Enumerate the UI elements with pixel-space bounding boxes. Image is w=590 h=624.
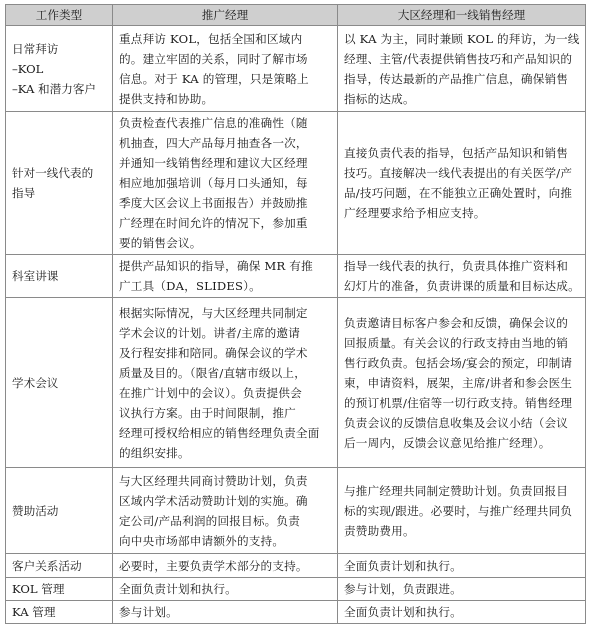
cell-regional-sales-manager	[338, 468, 586, 554]
cell-text-line: 标的实现/跟进。必要时，与推广经理共同负	[344, 503, 573, 518]
cell-text-line: 信息。对于 KA 的管理，只是策略上	[119, 71, 309, 86]
cell-text-line: 学术会议的计划。讲者/主席的邀请	[119, 325, 301, 340]
cell-text-line: 重点拜访 KOL，包括全国和区域内	[119, 31, 303, 46]
cell-text-line: 指导，传达最新的产品推广信息，确保销售	[344, 71, 569, 86]
cell-text-line: 要的销售会议。	[119, 236, 202, 250]
cell-text-line: 以 KA 为主，同时兼顾 KOL 的拜访，为一线	[344, 31, 580, 46]
cell-text-line: 的组织安排。	[119, 445, 190, 460]
cell-work-type	[6, 298, 113, 468]
cell-text-line: 广经理要求给予相应支持。	[344, 206, 486, 220]
cell-text-line: 的预订机票/住宿等一切行政支持。销售经理	[344, 395, 573, 410]
cell-text-line: 相应地加强培训（每月口头通知，每	[119, 176, 308, 190]
cell-promotion-manager	[113, 468, 338, 554]
cell-text-line: 季度大区会议上书面报告）并鼓励推	[119, 196, 308, 210]
cell-regional-sales-manager	[338, 601, 586, 624]
header-promotion-manager: 推广经理	[113, 5, 338, 26]
cell-text-line: 负责检查代表推广信息的准确性（随	[119, 116, 308, 130]
cell-text-line: 必要时，主要负责学术部分的支持。	[119, 558, 308, 573]
cell-text-line: 议执行方案。由于时间限制，推广	[119, 405, 296, 420]
cell-text-line: 学术会议	[12, 375, 59, 390]
cell-text-line: –KOL	[12, 61, 44, 76]
header-regional-and-sales-manager: 大区经理和一线销售经理	[338, 5, 586, 26]
cell-promotion-manager	[113, 554, 338, 578]
cell-text-line: 参与计划。	[119, 605, 178, 619]
cell-text-line: –KA 和潜力客户	[12, 81, 97, 96]
cell-regional-sales-manager	[338, 255, 586, 298]
cell-text-line: 指标的达成。	[344, 91, 415, 106]
cell-regional-sales-manager	[338, 578, 586, 601]
cell-text-line: 区域内学术活动赞助计划的实施。确	[119, 493, 308, 508]
cell-text-line: 向中央市场部申请额外的支持。	[119, 533, 285, 548]
cell-text-line: 与大区经理共同商讨赞助计划，负责	[119, 473, 308, 488]
cell-text-line: 技巧。直接解决一线代表提出的有关医学/产	[344, 166, 573, 180]
cell-work-type	[6, 468, 113, 554]
cell-text-line: 负责会议的反馈信息收集及会议小结（会议	[344, 415, 569, 430]
cell-text-line: 根据实际情况，与大区经理共同制定	[119, 305, 308, 320]
cell-promotion-manager	[113, 26, 338, 112]
cell-text-line: 广工具（DA，SLIDES）。	[119, 279, 261, 293]
cell-text-line: 定公司/产品利润的回报目标。负责	[119, 513, 301, 528]
cell-text-line: 全面负责计划和执行。	[344, 605, 462, 619]
cell-text-line: 提供支持和协助。	[119, 91, 214, 106]
cell-text-line: 全面负责计划和执行。	[119, 582, 237, 596]
cell-regional-sales-manager	[338, 26, 586, 112]
cell-promotion-manager	[113, 298, 338, 468]
cell-text-line: 全面负责计划和执行。	[344, 558, 462, 573]
cell-text-line: 及行程安排和陪同。确保会议的学术	[119, 345, 308, 360]
cell-text-line: 客户关系活动	[12, 558, 82, 573]
cell-text-line: 针对一线代表的	[12, 166, 94, 180]
cell-text-line: 质量及目的。（限省/直辖市级以上，	[119, 365, 307, 380]
cell-text-line: 直接负责代表的指导，包括产品知识和销售	[344, 146, 569, 160]
cell-text-line: 指导一线代表的执行，负责具体推广资料和	[344, 259, 569, 273]
cell-text-line: 广经理在时间允许的情况下，参加重	[119, 216, 308, 230]
cell-text-line: 柬，申请资料，展架，主席/讲者和参会医生	[344, 375, 573, 390]
cell-text-line: 经理、主管/代表提供销售技巧和产品知识的	[344, 51, 573, 66]
cell-text-line: 售行政负责。包括会场/宴会的预定，印制请	[344, 355, 573, 370]
cell-regional-sales-manager	[338, 112, 586, 255]
cell-text-line: 回报质量。有关会议的行政支持由当地的销	[344, 335, 569, 350]
cell-work-type	[6, 112, 113, 255]
cell-text-line: 在推广计划中的会议）。负责提供会	[119, 385, 302, 400]
cell-work-type	[6, 26, 113, 112]
cell-text-line: 的。建立牢固的关系，同时了解市场	[119, 51, 308, 66]
header-row	[6, 5, 586, 26]
table-row	[6, 554, 586, 578]
table-row	[6, 112, 586, 255]
cell-promotion-manager	[113, 578, 338, 601]
cell-text-line: 并通知一线销售经理和建议大区经理	[119, 156, 308, 170]
cell-text-line: 机抽查，四大产品每月抽查各一次，	[119, 136, 308, 150]
responsibility-table	[5, 4, 586, 624]
cell-text-line: 日常拜访	[12, 41, 59, 56]
cell-regional-sales-manager	[338, 298, 586, 468]
table-row	[6, 601, 586, 624]
cell-text-line: 品/技巧问题，在不能独立正确处置时，向推	[344, 186, 573, 200]
cell-work-type	[6, 255, 113, 298]
cell-text-line: 负责邀请目标客户参会和反馈，确保会议的	[344, 315, 569, 330]
cell-text-line: 指导	[12, 186, 36, 200]
cell-text-line: 赞助活动	[12, 503, 59, 518]
header-work-type: 工作类型	[6, 5, 113, 26]
cell-work-type	[6, 601, 113, 624]
cell-text-line: 幻灯片的准备，负责讲课的质量和目标达成。	[344, 279, 580, 293]
table-row	[6, 255, 586, 298]
table-row	[6, 468, 586, 554]
cell-text-line: 科室讲课	[12, 269, 59, 283]
table-row	[6, 298, 586, 468]
table-row	[6, 26, 586, 112]
cell-work-type	[6, 554, 113, 578]
cell-text-line: 后一周内，反馈会议意见给推广经理）。	[344, 435, 551, 450]
cell-text-line: 提供产品知识的指导，确保 MR 有推	[119, 259, 313, 273]
cell-promotion-manager	[113, 112, 338, 255]
table-row	[6, 578, 586, 601]
cell-promotion-manager	[113, 601, 338, 624]
cell-text-line: 经理可授权给相应的销售经理负责全面	[119, 425, 320, 440]
cell-work-type	[6, 578, 113, 601]
cell-text-line: 参与计划，负责跟进。	[344, 582, 462, 596]
cell-promotion-manager	[113, 255, 338, 298]
cell-text-line: 与推广经理共同制定赞助计划。负责回报目	[344, 483, 569, 498]
cell-regional-sales-manager	[338, 554, 586, 578]
cell-text-line: KA 管理	[12, 605, 56, 619]
cell-text-line: 责赞助费用。	[344, 523, 415, 538]
cell-text-line: KOL 管理	[12, 582, 65, 596]
